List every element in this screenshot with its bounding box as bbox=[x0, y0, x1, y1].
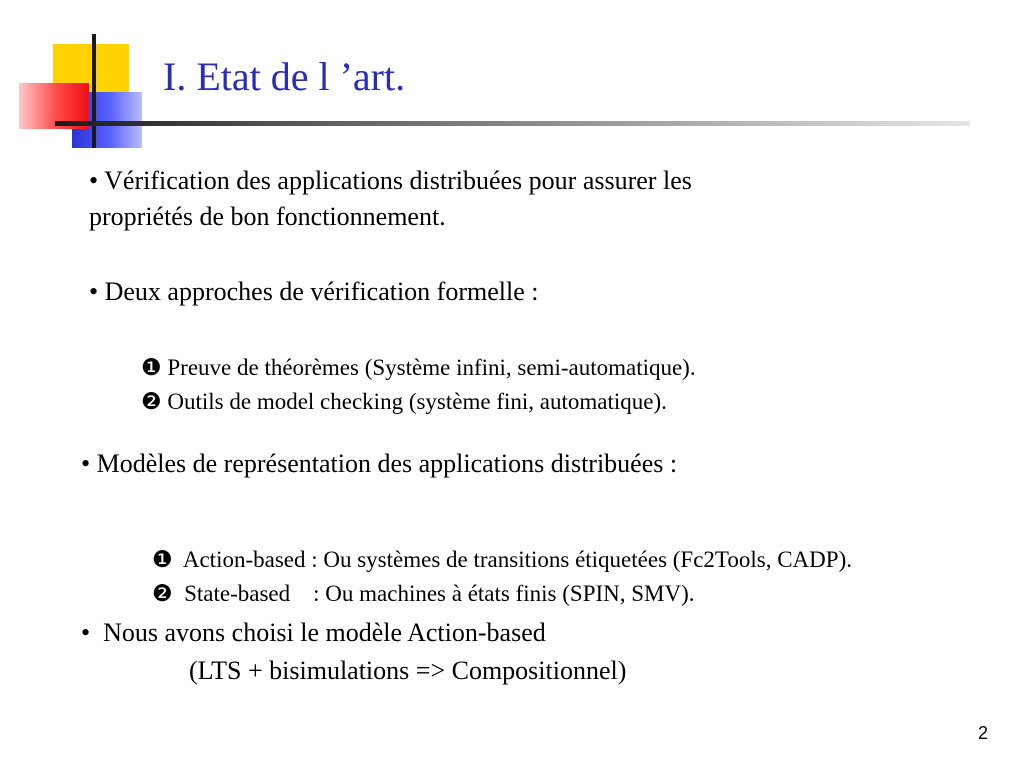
model-item-text: State-based : Ou machines à états finis (SPIN, SMV). bbox=[172, 581, 695, 606]
bullet-verification-line2: propriétés de bon fonctionnement. bbox=[89, 202, 446, 231]
number-one-icon: ❶ bbox=[141, 355, 162, 380]
slide-logo-decoration bbox=[0, 0, 160, 160]
page-number: 2 bbox=[978, 723, 989, 743]
bullet-approaches: • Deux approches de vérification formelle : bbox=[89, 277, 539, 306]
approach-item-theorem-proving bbox=[141, 352, 696, 384]
number-two-icon: ❷ bbox=[152, 581, 173, 606]
bullet-choice-line2: (LTS + bisimulations => Compositionnel) bbox=[189, 656, 627, 685]
title-underline-rule bbox=[55, 121, 970, 126]
bullet-choice-line1: • Nous avons choisi le modèle Action-based bbox=[81, 618, 546, 647]
vertical-rule-decoration bbox=[92, 34, 96, 148]
slide-title: I. Etat de l ’art. bbox=[163, 54, 406, 99]
model-item-text: Action-based : Ou systèmes de transitions étiquetées (Fc2Tools, CADP). bbox=[172, 547, 852, 572]
approach-item-text: Preuve de théorèmes (Système infini, semi-automatique). bbox=[161, 355, 696, 380]
number-one-icon: ❶ bbox=[152, 547, 173, 572]
number-two-icon: ❷ bbox=[141, 389, 162, 414]
bullet-verification-line1: • Vérification des applications distribuées pour assurer les bbox=[89, 166, 692, 195]
bullet-models: • Modèles de représentation des applications distribuées : bbox=[81, 449, 678, 478]
approach-item-text: Outils de model checking (système fini, automatique). bbox=[161, 389, 667, 414]
approach-item-model-checking bbox=[141, 386, 667, 418]
